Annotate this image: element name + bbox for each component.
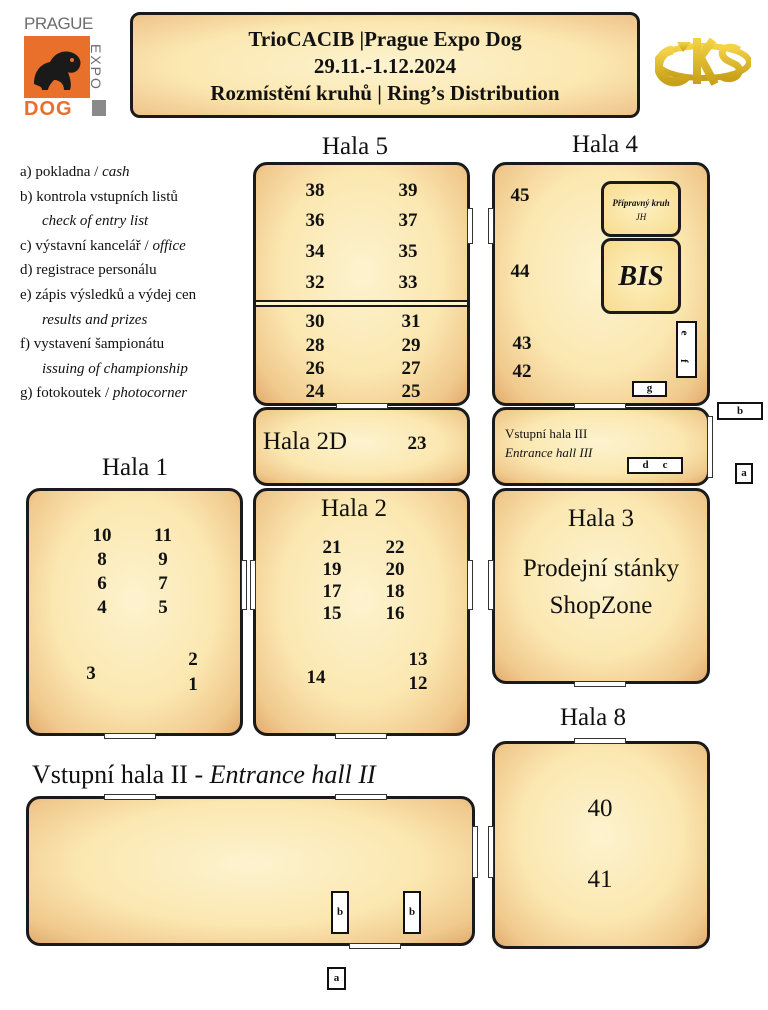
ring-9[interactable]: 9 (158, 549, 168, 570)
ring-19[interactable]: 19 (322, 559, 342, 580)
ring-22[interactable]: 22 (385, 537, 405, 558)
ring-2[interactable]: 2 (188, 649, 198, 670)
logo-text-expo: EXPO (88, 44, 104, 91)
marker-a-bottom[interactable]: a (327, 967, 346, 990)
ring-14[interactable]: 14 (306, 667, 326, 688)
ring-44[interactable]: 44 (510, 261, 530, 282)
door-hala5-right[interactable] (467, 208, 473, 244)
hala2d-label: Hala 2D (263, 428, 347, 455)
legend-item-d: d) registrace personálu (20, 262, 157, 279)
hala4-label: Hala 4 (572, 131, 638, 158)
door-hala3-bottom[interactable] (574, 681, 626, 687)
logo-orange-square (24, 36, 90, 98)
door-hala3-left[interactable] (488, 560, 494, 610)
hala5-label: Hala 5 (322, 133, 388, 160)
marker-d-label: d (642, 459, 649, 471)
ring-10[interactable]: 10 (92, 525, 112, 546)
ring-45[interactable]: 45 (510, 185, 530, 206)
ring-17[interactable]: 17 (322, 581, 342, 602)
hala2-label: Hala 2 (321, 495, 387, 522)
ring-38[interactable]: 38 (305, 180, 325, 201)
header-dates: 29.11.-1.12.2024 (313, 54, 457, 78)
ring-33[interactable]: 33 (398, 272, 418, 293)
door-hala1-bottom[interactable] (104, 733, 156, 739)
ring-20[interactable]: 20 (385, 559, 405, 580)
door-hala8-top[interactable] (574, 738, 626, 744)
marker-a-outside[interactable]: a (735, 463, 753, 484)
cks-emblem-icon (655, 28, 751, 94)
door-entrance2-bottom[interactable] (349, 943, 401, 949)
hala3-shopzone: ShopZone (549, 592, 653, 619)
dog-icon (24, 36, 90, 98)
marker-c-label: c (662, 459, 668, 471)
marker-b-outside[interactable]: b (717, 402, 763, 420)
ring-12[interactable]: 12 (408, 673, 428, 694)
prep-ring-jh[interactable] (601, 181, 681, 237)
prague-expo-dog-logo (22, 14, 110, 120)
hala3-shops: Prodejní stánky (522, 555, 680, 582)
entrance2-label: Vstupní hala II - Entrance hall II (32, 760, 376, 789)
header-event-name: TrioCACIB |Prague Expo Dog (248, 27, 522, 51)
hala5-divider (256, 300, 467, 307)
ring-29[interactable]: 29 (401, 335, 421, 356)
marker-b-entrance2-left[interactable]: b (331, 891, 349, 934)
ring-26[interactable]: 26 (305, 358, 325, 379)
door-entrance3-right[interactable] (707, 416, 713, 478)
legend-item-a: a) pokladna / cash (20, 164, 130, 180)
ring-24[interactable]: 24 (305, 381, 325, 402)
ring-27[interactable]: 27 (401, 358, 421, 379)
ring-6[interactable]: 6 (97, 573, 107, 594)
legend-item-f-translation: issuing of championship (42, 360, 188, 377)
hala8[interactable] (492, 741, 710, 949)
door-hala2-left[interactable] (250, 560, 256, 610)
ring-30[interactable]: 30 (305, 311, 325, 332)
door-hala8-left[interactable] (488, 826, 494, 878)
marker-d-c[interactable] (627, 457, 683, 474)
ring-16[interactable]: 16 (385, 603, 405, 624)
ring-34[interactable]: 34 (305, 241, 325, 262)
ring-23[interactable]: 23 (407, 433, 427, 454)
ring-8[interactable]: 8 (97, 549, 107, 570)
logo-text-prague: PRAGUE (24, 14, 93, 33)
ring-36[interactable]: 36 (305, 210, 325, 231)
hala3-label: Hala 3 (568, 505, 634, 532)
marker-g[interactable]: g (632, 381, 667, 397)
prep-ring-label: Přípravný kruh (612, 198, 670, 208)
entrance3-line1: Vstupní hala III (505, 426, 588, 441)
door-entrance2-top-right[interactable] (335, 794, 387, 800)
ring-40[interactable]: 40 (587, 795, 613, 822)
legend-item-c: c) výstavní kancelář / office (20, 237, 186, 254)
legend-item-f: f) vystavení šampionátu (20, 336, 165, 353)
ring-3[interactable]: 3 (86, 663, 96, 684)
legend-item-e-translation: results and prizes (42, 311, 148, 328)
ring-1[interactable]: 1 (188, 674, 198, 695)
hala1[interactable] (26, 488, 243, 736)
marker-b-entrance2-right[interactable]: b (403, 891, 421, 934)
marker-f-e[interactable] (676, 321, 697, 378)
ring-4[interactable]: 4 (97, 597, 107, 618)
ring-13[interactable]: 13 (408, 649, 428, 670)
hala5[interactable] (253, 162, 470, 406)
legend-item-e: e) zápis výsledků a výdej cen (20, 286, 197, 303)
door-hala4-bottom[interactable] (574, 403, 626, 409)
ring-7[interactable]: 7 (158, 573, 168, 594)
hala8-label: Hala 8 (560, 704, 626, 731)
ring-39[interactable]: 39 (398, 180, 418, 201)
bis-ring[interactable] (601, 238, 681, 314)
ring-43[interactable]: 43 (512, 333, 532, 354)
ring-42[interactable]: 42 (512, 361, 532, 382)
logo-text-dog: DOG (24, 98, 73, 120)
ring-15[interactable]: 15 (322, 603, 342, 624)
ring-25[interactable]: 25 (401, 381, 421, 402)
ring-5[interactable]: 5 (158, 597, 168, 618)
logo-grey-bar (92, 100, 106, 116)
ring-31[interactable]: 31 (401, 311, 421, 332)
door-hala4-left[interactable] (488, 208, 494, 244)
legend-item-g: g) fotokoutek / photocorner (20, 385, 188, 402)
cks-logo (655, 28, 751, 94)
entrance3-line2: Entrance hall III (505, 445, 593, 460)
ring-21[interactable]: 21 (322, 537, 342, 558)
ring-35[interactable]: 35 (398, 241, 418, 262)
header-title-box (130, 12, 640, 118)
ring-32[interactable]: 32 (305, 272, 325, 293)
door-entrance2-top-left[interactable] (104, 794, 156, 800)
hala2[interactable] (253, 488, 470, 736)
legend-item-b: b) kontrola vstupních listů (20, 188, 178, 205)
ring-37[interactable]: 37 (398, 210, 418, 231)
ring-28[interactable]: 28 (305, 335, 325, 356)
prep-ring-sub: JH (635, 212, 647, 222)
ring-11[interactable]: 11 (154, 525, 172, 546)
ring-41[interactable]: 41 (587, 866, 613, 893)
door-hala1-hala2[interactable] (241, 560, 247, 610)
door-hala5-bottom[interactable] (336, 403, 388, 409)
ring-18[interactable]: 18 (385, 581, 405, 602)
door-hala2-right[interactable] (467, 560, 473, 610)
marker-f-label: f (677, 359, 690, 363)
legend-item-b-translation: check of entry list (42, 213, 149, 230)
marker-e-label: e (678, 330, 691, 336)
door-entrance2-right[interactable] (472, 826, 478, 878)
header-subtitle: Rozmístění kruhů | Ring’s Distribution (210, 81, 560, 105)
bis-label: BIS (618, 261, 664, 292)
legend (20, 160, 196, 406)
door-hala2-bottom[interactable] (335, 733, 387, 739)
hala1-label: Hala 1 (102, 454, 168, 481)
